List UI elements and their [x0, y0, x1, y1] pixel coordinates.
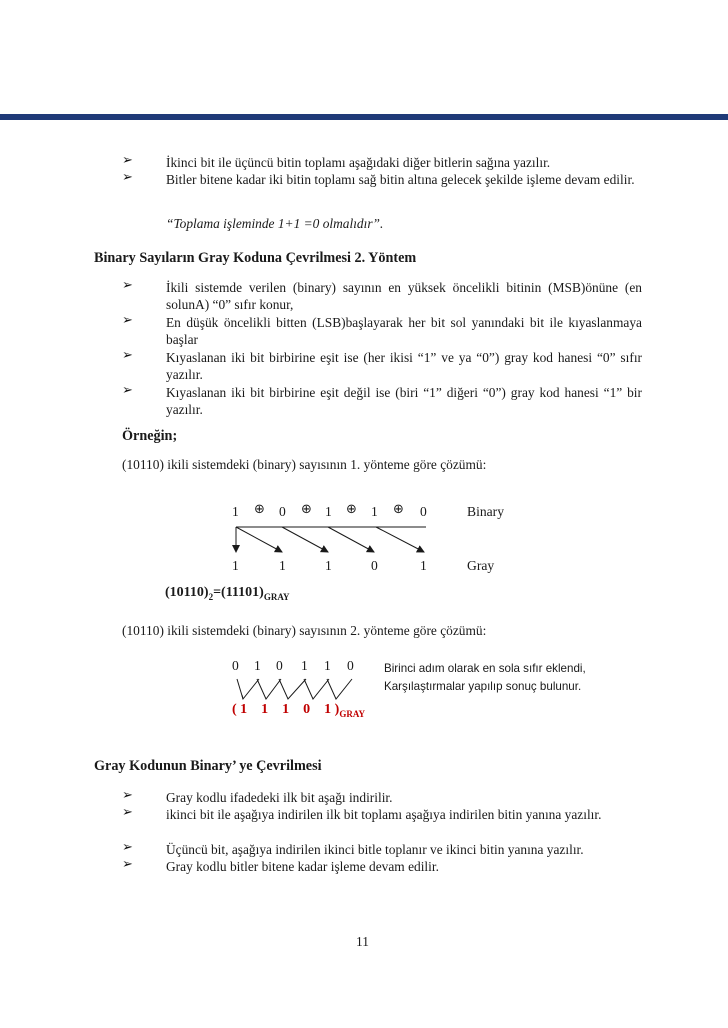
gray-bit: 1 [232, 558, 239, 573]
gray-bit: 0 [371, 558, 378, 573]
bullet-text: Kıyaslanan iki bit birbirine eşit ise (her ikisi “1” ve ya “0”) gray kod hanesi “0” sıfır yazılır. [166, 350, 642, 382]
bit: 0 [232, 658, 239, 673]
bullet-text: Üçüncü bit, aşağıya indirilen ikinci bitle toplanır ve ikinci bitin yanına yazılır. [166, 842, 584, 857]
binary-bit: 1 [371, 504, 378, 519]
bullet-item [122, 279, 642, 313]
diagram2-note: Karşılaştırmalar yapılıp sonuç bulunur. [384, 680, 582, 693]
bullet-arrow-icon: ➢ [122, 170, 133, 185]
bit: 1 [254, 658, 261, 673]
bullet-text: İkinci bit ile üçüncü bitin toplamı aşağıdaki diğer bitlerin sağına yazılır. [166, 155, 551, 170]
diagram2-note: Birinci adım olarak en sola sıfır eklendi, [384, 662, 586, 675]
result2: ( 1 1 1 0 1 )$_{GRAY}$ [232, 702, 366, 719]
bullet-item [122, 171, 642, 188]
binary-bit: 1 [325, 504, 332, 519]
section-heading: Gray Kodunun Binary’ ye Çevrilmesi [94, 758, 322, 774]
page-number: 11 [356, 934, 369, 949]
bullet-item [122, 314, 642, 348]
bullet-text: Bitler bitene kadar iki bitin toplamı sağ bitin altına gelecek şekilde işleme devam edilir. [166, 172, 635, 187]
bullet-arrow-icon: ➢ [122, 788, 133, 803]
binary-bit: 1 [232, 504, 239, 519]
bullet-text: Gray kodlu bitler bitene kadar işleme devam edilir. [166, 859, 439, 874]
bit: 0 [276, 658, 283, 673]
xor-icon: ⊕ [301, 502, 312, 517]
bullet-arrow-icon: ➢ [122, 840, 133, 855]
comparison-lines [226, 677, 366, 703]
result1: $(10110)_2=(11101)_{GRAY}$ [165, 585, 290, 602]
xor-icon: ⊕ [393, 502, 404, 517]
bit: 1 [301, 658, 308, 673]
bullet-text: İkili sistemde verilen (binary) sayının en yüksek öncelikli bitinin (MSB)önüne (en solunA) “0” sıfır konur, [166, 280, 642, 312]
bullet-text: ikinci bit ile aşağıya indirilen ilk bit toplamı aşağıya indirilen bitin yanına yazılır. [166, 807, 602, 822]
binary-label: Binary [467, 504, 504, 519]
binary-bit: 0 [420, 504, 427, 519]
bullet-item [122, 858, 642, 875]
bullet-item [122, 384, 642, 418]
bit: 0 [347, 658, 354, 673]
gray-bit: 1 [325, 558, 332, 573]
header-bar [0, 114, 728, 120]
bullet-item [122, 789, 642, 806]
bullet-arrow-icon: ➢ [122, 383, 133, 398]
gray-bit: 1 [420, 558, 427, 573]
bullet-item [122, 841, 642, 858]
bullet-item [122, 806, 642, 823]
xor-icon: ⊕ [254, 502, 265, 517]
example1-text: (10110) ikili sistemdeki (binary) sayısının 1. yönteme göre çözümü: [122, 457, 487, 472]
bullet-arrow-icon: ➢ [122, 857, 133, 872]
bullet-arrow-icon: ➢ [122, 313, 133, 328]
bullet-text: En düşük öncelikli bitten (LSB)başlayarak her bit sol yanındaki bit ile kıyaslanmaya başlar [166, 315, 642, 347]
gray-bit: 1 [279, 558, 286, 573]
section-heading: Binary Sayıların Gray Koduna Çevrilmesi 2. Yöntem [94, 250, 417, 266]
bullet-item [122, 349, 642, 383]
binary-bit: 0 [279, 504, 286, 519]
bullet-arrow-icon: ➢ [122, 153, 133, 168]
bit: 1 [324, 658, 331, 673]
note-text: “Toplama işleminde 1+1 =0 olmalıdır”. [166, 216, 384, 231]
gray-label: Gray [467, 558, 495, 573]
example-label: Örneğin; [122, 428, 178, 444]
diagram-method2 [226, 658, 646, 728]
bullet-arrow-icon: ➢ [122, 348, 133, 363]
diagram-method1 [200, 496, 560, 586]
xor-icon: ⊕ [346, 502, 357, 517]
bullet-item [122, 154, 642, 171]
bullet-text: Gray kodlu ifadedeki ilk bit aşağı indirilir. [166, 790, 393, 805]
example2-text: (10110) ikili sistemdeki (binary) sayısının 2. yönteme göre çözümü: [122, 623, 487, 638]
bullet-arrow-icon: ➢ [122, 805, 133, 820]
bullet-arrow-icon: ➢ [122, 278, 133, 293]
bullet-text: Kıyaslanan iki bit birbirine eşit değil ise (biri “1” diğeri “0”) gray kod hanesi “1” bir yazılır. [166, 385, 642, 417]
